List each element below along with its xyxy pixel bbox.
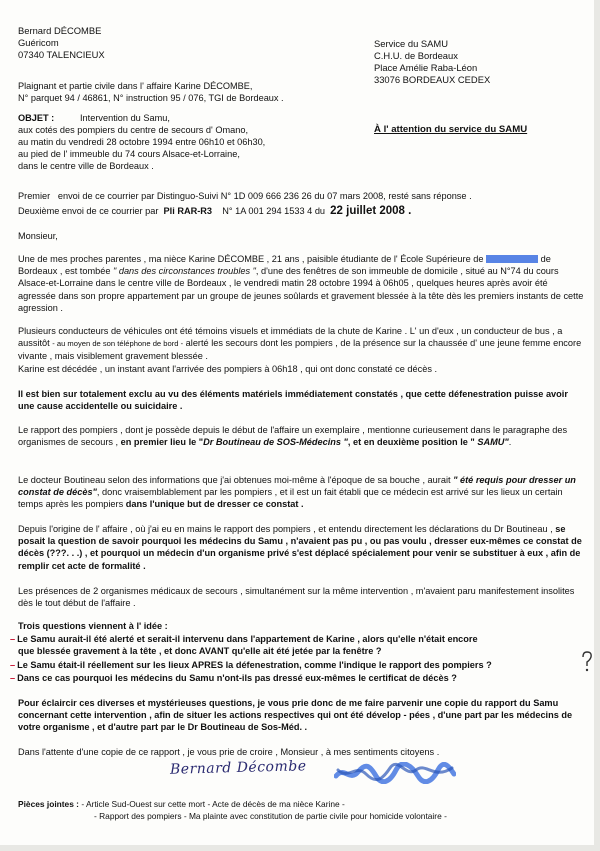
question-marker: – [10, 673, 16, 683]
question-3-text: Dans ce cas pourquoi les médecins du Samu n'ont-ils pas dressé eux-mêmes le certificat de décès ? [17, 673, 457, 683]
question-1-line2: que blessée gravement à la tête , et donc AVANT qu'elle ait été jetée par la fenêtre ? [18, 646, 382, 656]
handwritten-question-mark [580, 651, 594, 673]
question-marker: – [10, 660, 16, 670]
p5-text-a: Le docteur Boutineau selon des informations que j'ai obtenues moi-même à l'époque de sa bouche , aurait [18, 475, 451, 485]
subject-label: OBJET : [18, 113, 55, 123]
subject-block [18, 112, 265, 172]
recipient-line1: Service du SAMU [374, 38, 448, 49]
sending-info [18, 190, 472, 217]
p1-text-c: , d'une des fenêtres de son immeuble de domicile , situé au N°74 du cours Alsace-et-Lorraine dans le centre ville de Bordeaux , le vendredi matin 28 octobre 1994 à 06h05 , quelques heures après avoir été agressée dans son propre appartement par un groupe de jeunes soûlards et gravement blessée à la tête dès les premiers instants de cette agression . [18, 266, 584, 313]
p5-quote: " été requis pour dresser un constat de décès" [18, 475, 576, 498]
subject-line2: aux cotés des pompiers du centre de secours d' Omano, [18, 125, 249, 135]
attachments-label: Pièces jointes : [18, 799, 79, 809]
subject-line1: Intervention du Samu, [80, 113, 170, 123]
sender-address [18, 25, 105, 61]
recipient-line4: 33076 BORDEAUX CEDEX [374, 74, 491, 85]
p2-text-b: alerté les secours dont les pompiers , de la présence sur la chaussée d' une jeune femme encore vivante , mais visiblement gravement blessée . [18, 338, 582, 362]
recipient-address [374, 38, 490, 86]
p6-text-a: Depuis l'origine de l' affaire , où j'ai eu en mains le rapport des pompiers , et entendu directement les déclarations du Dr Boutineau , [18, 524, 553, 534]
first-send-text: envoi de ce courrier par Distinguo-Suivi N° 1D 009 666 236 26 du 07 mars 2008, resté sans réponse . [57, 191, 472, 201]
case-reference-line2: N° parquet 94 / 46861, N° instruction 95 / 076, TGI de Bordeaux . [18, 93, 284, 103]
paragraph-2 [18, 325, 586, 375]
subject-line4: au pied de l' immeuble du 74 cours Alsace-et-Lorraine, [18, 149, 240, 159]
question-marker: – [10, 634, 16, 644]
paragraph-4 [18, 424, 586, 448]
question-2 [10, 659, 600, 671]
subject-line5: dans le centre ville de Bordeaux . [18, 161, 154, 171]
p6-text-c: afin de remplir cet acte de formalité . [18, 548, 581, 571]
question-2-text: Le Samu était-il réellement sur les lieux APRES la défenestration, comme l'indique le rapport des pompiers ? [17, 660, 492, 670]
case-reference [18, 80, 284, 104]
p4-text-b: en premier lieu le " [120, 437, 204, 448]
attachments-row2: - Rapport des pompiers - Ma plainte avec constitution de partie civile pour homicide volontaire - [94, 811, 447, 821]
p2-text-c: Karine est décédée , un instant avant l'arrivée des pompiers à 06h18 , qui ont donc constaté ce décès . [18, 363, 438, 374]
p4-text-d: , et en deuxième position le " [347, 437, 475, 448]
second-send [18, 205, 472, 217]
recipient-line3: Place Amélie Raba-Léon [374, 62, 478, 73]
attachments [18, 798, 447, 822]
p4-text-a: Le rapport des pompiers , dont je possède depuis le début de l'affaire un exemplaire , mentionne curieusement dans le paragraphe des organismes de secours , [18, 425, 568, 448]
redaction-mark [486, 255, 538, 263]
second-send-number: N° 1A 001 294 1533 4 du [222, 206, 326, 216]
question-3 [10, 672, 600, 684]
handwritten-signature: Bernard Décombe [169, 758, 307, 778]
closing-line: Dans l'attente d'une copie de ce rapport , je vous prie de croire , Monsieur , à mes sentiments citoyens . [18, 747, 440, 757]
paragraph-5 [18, 474, 586, 511]
questions-intro: Trois questions viennent à l' idée : [18, 621, 168, 631]
p1-quote: " dans des circonstances troubles " [113, 266, 256, 277]
second-send-label: Deuxième envoi de ce courrier par [18, 206, 159, 216]
question-1 [10, 633, 600, 645]
p6-text-b: se posait la question de savoir pourquoi les médecins du Samu , n'avaient pas pu , ou pas voulu , dresser eux-mêmes ce constat de décès (???. . .) , et pourquoi un médecin d'un organisme privé s'est déplacé spécialement pour venir se substituer à eux , [18, 524, 582, 559]
p4-samu: SAMU" [477, 437, 509, 448]
redaction-scribble [334, 762, 456, 784]
paragraph-1 [18, 253, 586, 314]
first-send [18, 190, 472, 202]
attachments-row1: - Article Sud-Ouest sur cette mort - Acte de décès de ma nièce Karine - [81, 799, 345, 809]
p2-text-a: Plusieurs conducteurs de véhicules ont été témoins visuels et immédiats de la chute de Karine . L' un d'eux , un conducteur de bus , a aussitôt [18, 326, 563, 349]
case-reference-line1: Plaignant et partie civile dans l' affaire Karine DÉCOMBE, [18, 81, 253, 91]
p4-doctor: Dr Boutineau de SOS-Médecins " [203, 437, 348, 448]
paragraph-7: Les présences de 2 organismes médicaux de secours , simultanément sur la même intervention , m'avaient paru manifestement insolites dès le tout début de l'affaire . [18, 586, 575, 609]
p5-text-c: , donc vraisemblablement par les pompiers , et il est un fait établi que ce médecin est arrivé sur les lieux un certain temps après les pompiers [18, 487, 563, 510]
subject-line3: au matin du vendredi 28 octobre 1994 entre 06h10 et 06h30, [18, 137, 266, 147]
paragraph-6 [18, 523, 586, 572]
first-send-label: Premier [18, 191, 51, 201]
second-send-date: 22 juillet 2008 . [330, 205, 412, 217]
second-send-mode: Pli RAR-R3 [163, 206, 213, 216]
p1-text-b: de Bordeaux , est tombée [18, 254, 551, 277]
recipient-line2: C.H.U. de Bordeaux [374, 50, 458, 61]
p2-small-note: - au moyen de son téléphone de bord - [52, 339, 184, 349]
paragraph-8: Pour éclaircir ces diverses et mystérieuses questions, je vous prie donc de me faire parvenir une copie du rapport du Samu concernant cette intervention , afin de situer les actions respectives qui ont été dévelop - pées , d'une part par les médecins de votre organisme , et d'autre part par le Dr Boutineau de Sos-Méd. . [18, 698, 573, 733]
sender-line3: 07340 TALENCIEUX [18, 49, 105, 60]
p5-text-d: dans l'unique but de dresser ce constat . [125, 499, 304, 510]
question-1-line1: Le Samu aurait-il été alerté et serait-il intervenu dans l'appartement de Karine , alors qu'elle n'était encore [17, 634, 478, 644]
sender-name: Bernard DÉCOMBE [18, 25, 102, 36]
salutation: Monsieur, [18, 231, 58, 241]
p4-text-f: . [508, 437, 512, 448]
p1-text-a: Une de mes proches parentes , ma nièce Karine DÉCOMBE , 21 ans , paisible étudiante de l' École Supérieure de [18, 254, 484, 264]
paragraph-3: Il est bien sur totalement exclu au vu des éléments matériels immédiatement constatés , que cette défenestration puisse avoir une cause accidentelle ou suicidaire . [18, 389, 568, 412]
attention-line: À l' attention du service du SAMU [374, 124, 528, 135]
sender-line2: Guéricom [18, 37, 59, 48]
